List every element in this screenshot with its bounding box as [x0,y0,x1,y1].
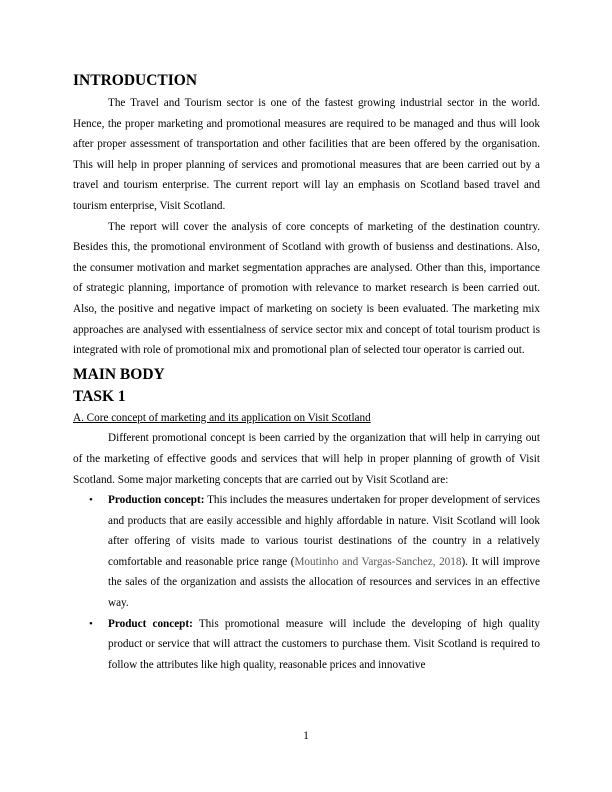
concept-title: Production concept: [108,494,205,507]
marketing-concepts-list [73,490,540,675]
introduction-paragraph-1: The Travel and Tourism sector is one of the fastest growing industrial sector in the world. Hence, the proper marketing and promotional measures are required to be managed and thus will look after proper assessment of transportation and other facilities that are been offered by the organisation. This will help in proper planning of services and promotional measures that are been carried out by a travel and tourism enterprise. The current report will lay an emphasis on Scotland based travel and tourism enterprise, Visit Scotland. [73,97,540,212]
introduction-paragraph-2: The report will cover the analysis of core concepts of marketing of the destination country. Besides this, the promotional environment of Scotland with growth of busienss and destinations. Also, the consumer motivation and market segmentation appraches are analysed. Other than this, importance of strategic planning, importance of promotion with relevance to market research is been carried out. Also, the positive and negative impact of marketing on society is been evaluated. The marketing mix approaches are analysed with essentialness of service sector mix and concept of total tourism product is integrated with role of promotional mix and promotional plan of selected tour operator is carried out. [73,220,540,357]
concept-text-continued: ). It will improve the sales of the organization and assists the allocation of resources and services in an effective way. [108,555,540,610]
document-page [73,66,540,675]
section-a-subheading: A. Core concept of marketing and its application on Visit Scotland [73,411,371,424]
task-1-intro-paragraph: Different promotional concept is been carried by the organization that will help in carrying out of the marketing of effective goods and services that will help in proper planning of growth of Visit Scotland. Some major marketing concepts that are carried out by Visit Scotland are: [73,432,540,486]
list-item [73,614,540,676]
main-body-heading: MAIN BODY [73,365,165,383]
bullet-icon: • [89,617,93,630]
task-1-heading: TASK 1 [73,387,126,405]
concept-text: This promotional measure will include the developing of high quality product or service that will attract the customers to purchase them. Visit Scotland is required to follow the attributes like high quality, reasonable prices and innovative [108,617,541,671]
list-item [73,490,540,614]
bullet-icon: • [89,494,93,507]
citation-link: Moutinho and Vargas-Sanchez, 2018 [294,555,462,568]
concept-title: Product concept: [108,617,193,630]
introduction-heading: INTRODUCTION [73,72,198,89]
concept-text: This includes the measures undertaken for proper development of services and products that are easily accessible and highly affordable in nature. Visit Scotland will look after offering of visits made to various tourist destinations of the country in a relatively comfortable and reasonable price range ( [108,494,541,568]
page-number: 1 [303,730,309,742]
